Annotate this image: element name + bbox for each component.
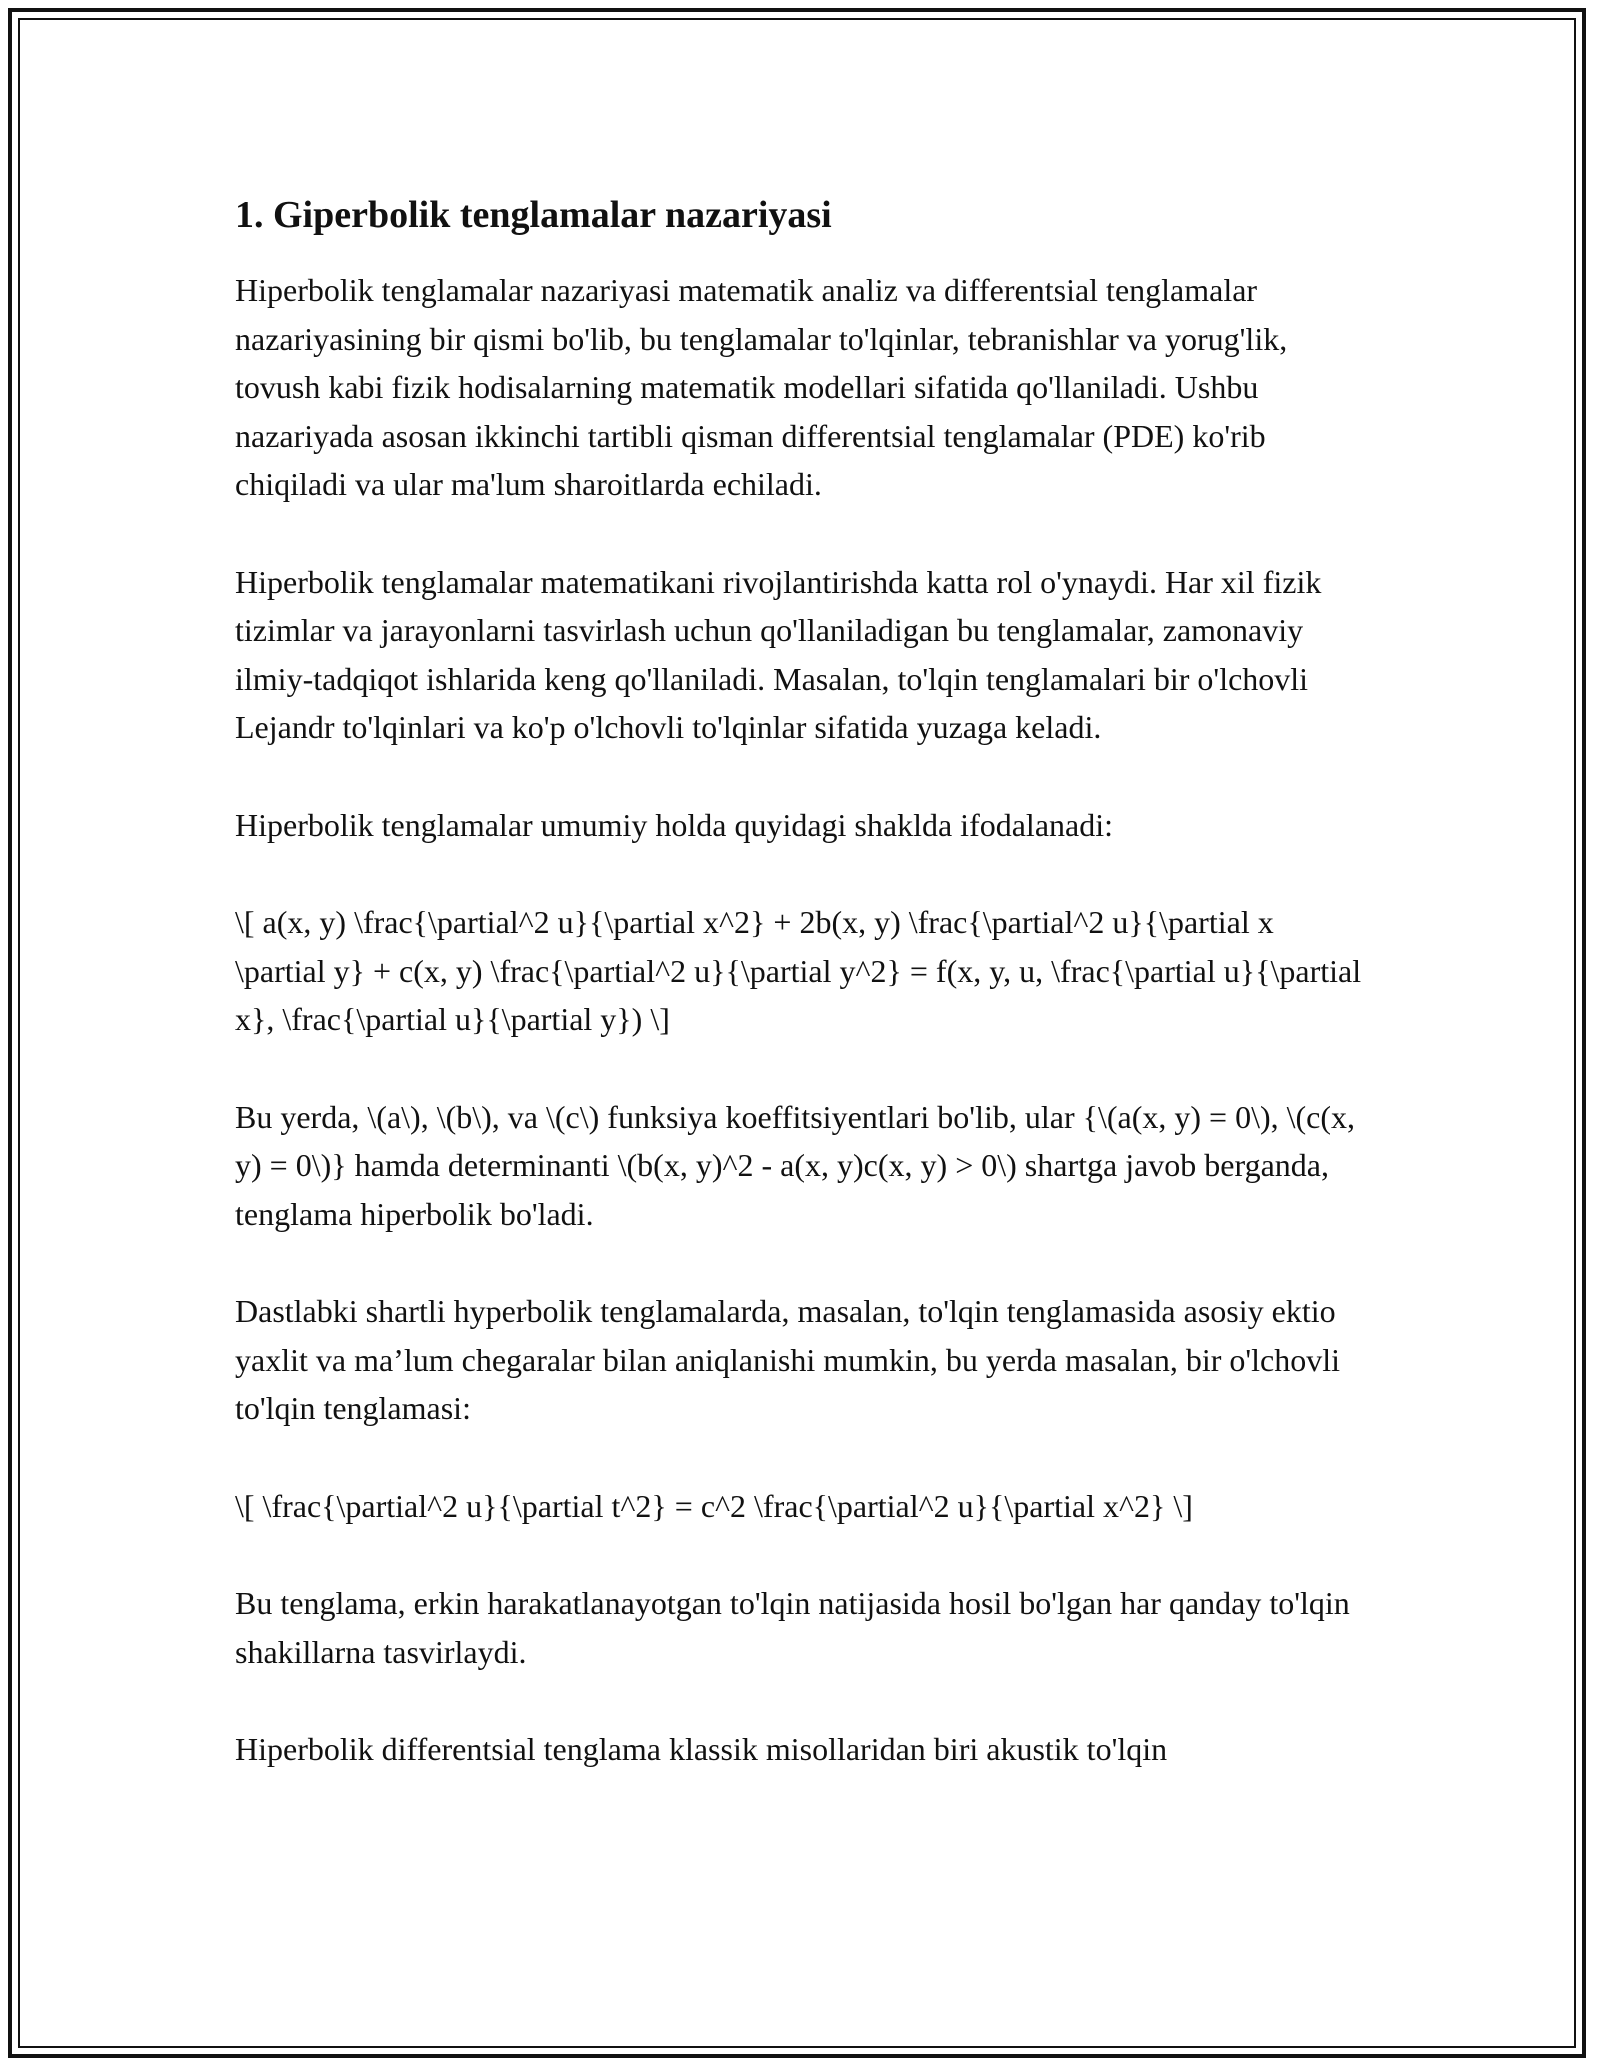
- paragraph-intro: Hiperbolik tenglamalar nazariyasi matematik analiz va differentsial tenglamalar nazariyasining bir qismi bo'lib, bu tenglamalar to'lqinlar, tebranishlar va yorug'lik, tovush kabi fizik hodisalarning matematik modellari sifatida qo'llaniladi. Ushbu nazariyada asosan ikkinchi tartibli qisman differentsial tenglamalar (PDE) ko'rib chiqiladi va ular ma'lum sharoitlarda echiladi.: [235, 272, 1288, 502]
- paragraph-role: Hiperbolik tenglamalar matematikani rivojlantirishda katta rol o'ynaydi. Har xil fizik tizimlar va jarayonlarni tasvirlash uchun qo'llaniladigan bu tenglamalar, zamonaviy ilmiy-tadqiqot ishlarida keng qo'llaniladi. Masalan, to'lqin tenglamalari bir o'lchovli Lejandr to'lqinlari va ko'p o'lchovli to'lqinlar sifatida yuzaga keladi.: [235, 563, 1322, 745]
- document-body: [235, 190, 1365, 1823]
- paragraph-acoustic: Hiperbolik differentsial tenglama klassik misollaridan biri akustik to'lqin: [235, 1731, 1168, 1767]
- section-heading: 1. Giperbolik tenglamalar nazariyasi: [235, 194, 832, 236]
- paragraph-general-form: Hiperbolik tenglamalar umumiy holda quyidagi shaklda ifodalanadi:: [235, 806, 1113, 843]
- equation-wave: \[ \frac{\partial^2 u}{\partial t^2} = c^2 \frac{\partial^2 u}{\partial x^2} \]: [235, 1487, 1193, 1524]
- paragraph-initial-conditions: Dastlabki shartli hyperbolik tenglamalarda, masalan, to'lqin tenglamasida asosiy ektio yaxlit va ma’lum chegaralar bilan aniqlanishi mumkin, bu yerda masalan, bir o'lchovli to'lqin tenglamasi:: [235, 1293, 1340, 1426]
- paragraph-coefficients: Bu yerda, \(a\), \(b\), va \(c\) funksiya koeffitsiyentlari bo'lib, ular {\(a(x, y) = 0\), \(c(x, y) = 0\)} hamda determinanti \(b(x, y)^2 - a(x, y)c(x, y) > 0\) shartga javob berganda, tenglama hiperbolik bo'ladi.: [235, 1098, 1356, 1232]
- paragraph-wave-description: Bu tenglama, erkin harakatlanayotgan to'lqin natijasida hosil bo'lgan har qanday to'lqin shakillarna tasvirlaydi.: [235, 1585, 1350, 1670]
- equation-general: \[ a(x, y) \frac{\partial^2 u}{\partial x^2} + 2b(x, y) \frac{\partial^2 u}{\partial x \partial y} + c(x, y) \frac{\partial^2 u}{\partial y^2} = f(x, y, u, \frac{\partial u}{\partial x}, \frac{\partial u}{\partial y}) \]: [235, 904, 1362, 1037]
